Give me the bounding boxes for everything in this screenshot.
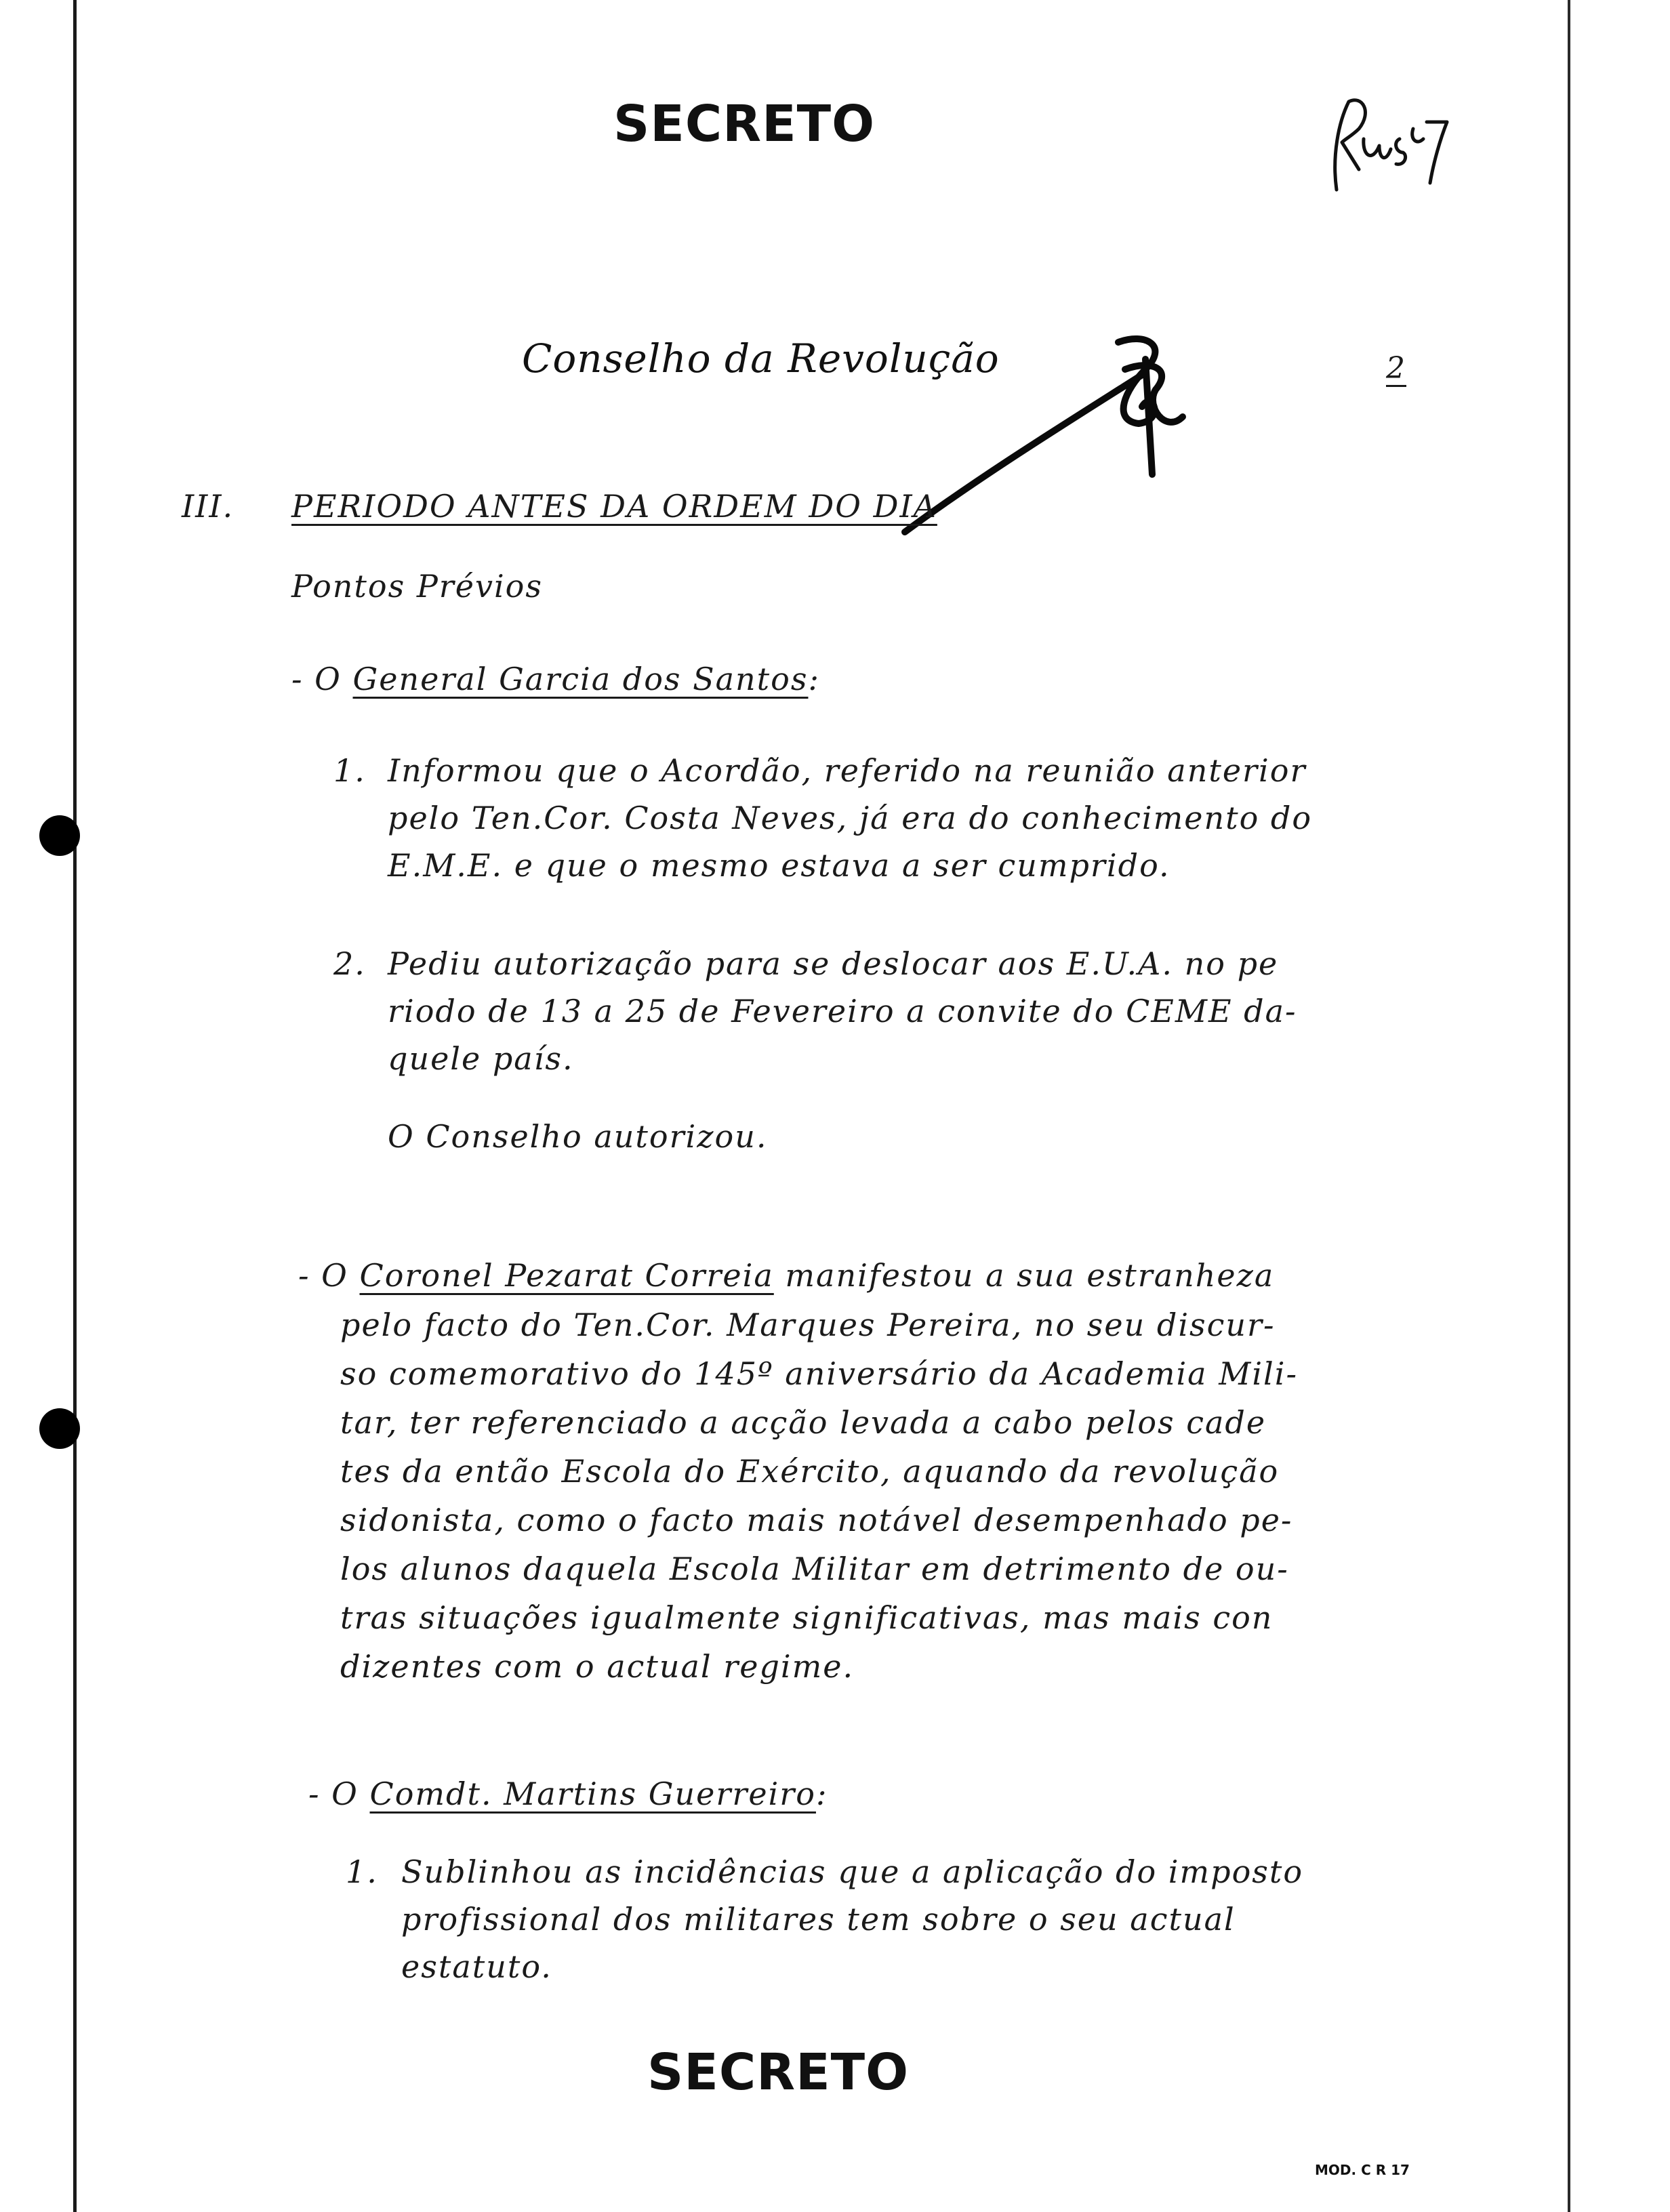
classification-stamp-top: SECRETO <box>613 95 876 153</box>
paragraph-line: tras situações igualmente significativas, mas mais con <box>340 1599 1274 1636</box>
paragraph-line: Sublinhou as incidências que a aplicação do imposto <box>401 1853 1304 1890</box>
item-number: 2. <box>333 945 366 982</box>
paragraph-line: Pediu autorização para se deslocar aos E.U.A. no pe <box>388 945 1279 982</box>
paragraph-line: estatuto. <box>401 1948 552 1985</box>
page-number: 2 <box>1386 351 1406 386</box>
section-numeral: III. <box>182 488 235 525</box>
item-number: 1. <box>346 1853 378 1890</box>
paragraph-line: dizentes com o actual regime. <box>340 1648 855 1685</box>
council-decision: O Conselho autorizou. <box>388 1118 768 1155</box>
paragraph-line: riodo de 13 a 25 de Fevereiro a convite do CEME da- <box>388 993 1297 1029</box>
paragraph-line: so comemorativo do 145º aniversário da Academia Mili- <box>340 1355 1299 1392</box>
paragraph-line: E.M.E. e que o mesmo estava a ser cumprido. <box>388 847 1170 884</box>
paragraph-line: manifestou a sua estranheza <box>773 1257 1275 1294</box>
dash-prefix: - O <box>308 1776 370 1812</box>
handwritten-note <box>1335 100 1447 190</box>
dash-prefix: - O <box>291 661 353 697</box>
paragraph-line: pelo Ten.Cor. Costa Neves, já era do conhecimento do <box>388 800 1313 836</box>
classification-stamp-bottom: SECRETO <box>647 2043 910 2102</box>
form-code: MOD. C R 17 <box>1315 2162 1410 2178</box>
speaker-name: Coronel Pezarat Correia <box>359 1257 774 1294</box>
paragraph-line: Informou que o Acordão, referido na reunião anterior <box>388 752 1307 789</box>
section-title: PERIODO ANTES DA ORDEM DO DIA <box>291 488 937 525</box>
paragraph-line: los alunos daquela Escola Militar em detrimento de ou- <box>340 1551 1289 1587</box>
paragraph-line: pelo facto do Ten.Cor. Marques Pereira, no seu discur- <box>340 1307 1276 1343</box>
colon: : <box>808 661 820 697</box>
paragraph-line: tar, ter referenciado a acção levada a cabo pelos cade <box>340 1404 1267 1441</box>
speaker-heading-garcia-dos-santos <box>291 661 820 697</box>
dash-prefix: - O <box>298 1257 360 1294</box>
colon: : <box>815 1776 828 1812</box>
paragraph-line: sidonista, como o facto mais notável desempenhado pe- <box>340 1502 1293 1538</box>
speaker-heading-pezarat-correia <box>298 1257 1274 1294</box>
speaker-heading-martins-guerreiro <box>308 1776 828 1812</box>
speaker-name: Comdt. Martins Guerreiro <box>369 1776 816 1812</box>
paragraph-line: profissional dos militares tem sobre o seu actual <box>401 1901 1236 1938</box>
speaker-name: General Garcia dos Santos <box>352 661 809 697</box>
section-subtitle: Pontos Prévios <box>291 568 543 605</box>
paragraph-line: tes da então Escola do Exército, aquando da revolução <box>340 1453 1280 1490</box>
letterhead: Conselho da Revolução <box>522 335 1000 382</box>
item-number: 1. <box>333 752 366 789</box>
paragraph-line: quele país. <box>388 1040 574 1077</box>
